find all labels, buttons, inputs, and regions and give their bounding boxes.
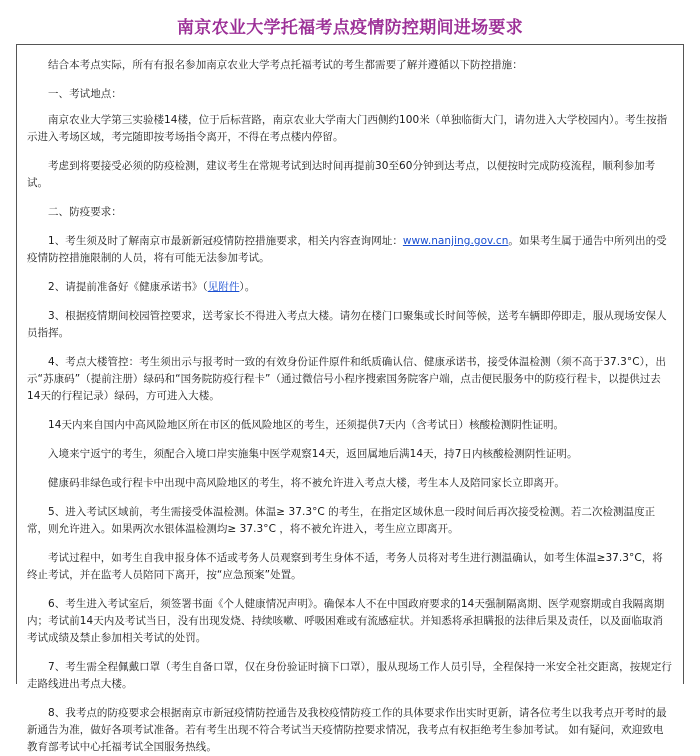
requirement-item-6: 6、考生进入考试室后，须签署书面《个人健康情况声明》。确保本人不在中国政府要求的14天强制隔离期、医学观察期或自我隔离期内；考试前14天内及考试当日，没有出现发烧、持续咳嗽、呼吸困难或有流感症状。并知悉将承担瞒报的法律后果及责任，以及面临取消考试成绩及禁止参加相关考试的处罚。 [27, 598, 665, 644]
page-title: 南京农业大学托福考点疫情防控期间进场要求 [177, 18, 523, 38]
requirement-item-2 [27, 279, 673, 296]
item2-text-after: ）。 [239, 281, 256, 293]
attachment-link[interactable]: 见附件 [207, 281, 240, 293]
item1-text-before: 1、考生须及时了解南京市最新新冠疫情防控措施要求，相关内容查询网址： [48, 235, 403, 247]
requirement-item-1 [27, 233, 673, 267]
location-paragraph: 南京农业大学第三实验楼14楼，位于后标营路，南京农业大学南大门西侧约100米（单独临街大门，请勿进入大学校园内）。考生按指示进入考场区域，考完随即按考场指令离开，不得在考点楼内停留。 [27, 114, 668, 143]
risk-area-paragraph: 14天内来自国内中高风险地区所在市区的低风险地区的考生，还须提供7天内（含考试日）核酸检测阴性证明。 [48, 419, 565, 431]
section-heading-requirements: 二、防疫要求： [48, 206, 122, 218]
health-code-paragraph: 健康码非绿色或行程卡中出现中高风险地区的考生，将不被允许进入考点大楼，考生本人及陪同家长立即离开。 [48, 477, 565, 489]
requirement-item-8: 8、我考点的防疫要求会根据南京市新冠疫情防控通告及我校疫情防疫工作的具体要求作出实时更新，请各位考生以我考点开考时的最新通告为准，做好各项考试准备。若有考生出现不符合考试当天疫情防控要求情况，我考点有权拒绝考生参加考试。 如有疑问，欢迎致电教育部考试中心托福考试全国服务热线。 [27, 707, 667, 753]
notice-box [16, 44, 684, 753]
requirement-item-3: 3、根据疫情期间校园管控要求，送考家长不得进入考点大楼。请勿在楼门口聚集或长时间等候，送考车辆即停即走，服从现场安保人员指挥。 [27, 310, 667, 339]
inbound-paragraph: 入境来宁返宁的考生，须配合入境口岸实施集中医学观察14天，返回属地后满14天，持7日内核酸检测阴性证明。 [48, 448, 578, 460]
arrival-paragraph: 考虑到将要接受必须的防疫检测，建议考生在常规考试到达时间再提前30至60分钟到达考点，以便按时完成防疫流程，顺利参加考试。 [27, 160, 656, 189]
intro-paragraph: 结合本考点实际，所有有报名参加南京农业大学考点托福考试的考生都需要了解并遵循以下防控措施： [48, 59, 523, 71]
notice-content [17, 45, 683, 756]
requirement-item-7: 7、考生需全程佩戴口罩（考生自备口罩，仅在身份验证时摘下口罩），服从现场工作人员引导，全程保持一米安全社交距离，按规定行走路线进出考点大楼。 [27, 661, 672, 690]
nanjing-gov-link[interactable]: www.nanjing.gov.cn [402, 235, 509, 247]
section-heading-location: 一、考试地点： [48, 88, 122, 100]
requirement-item-5: 5、进入考试区域前，考生需接受体温检测。体温≥ 37.3°C 的考生，在指定区域休息一段时间后再次接受检测。若二次检测温度正常，则允许进入。如果两次水银体温检测均≥ 37.3°C ，将不被允许进入，考生应立即离开。 [27, 506, 656, 535]
item2-text-before: 2、请提前准备好《健康承诺书》（ [48, 281, 208, 293]
item1-text-after: 。如果考生属于通告中所列出的受疫情防控措施限制的人员，将有可能无法参加考试。 [27, 235, 667, 264]
during-exam-paragraph: 考试过程中，如考生自我申报身体不适或考务人员观察到考生身体不适，考务人员将对考生进行测温确认，如考生体温≥37.3°C，将终止考试，并在监考人员陪同下离开，按“应急预案”处置。 [27, 552, 663, 581]
requirement-item-4: 4、考点大楼管控：考生须出示与报考时一致的有效身份证件原件和纸质确认信、健康承诺书，接受体温检测（须不高于37.3°C），出示“苏康码”（提前注册）绿码和“国务院防疫行程卡”（通过微信号小程序搜索国务院客户端，点击便民服务中的防疫行程卡，以提供过去14天的行程记录）绿码，方可进入大楼。 [27, 356, 666, 402]
